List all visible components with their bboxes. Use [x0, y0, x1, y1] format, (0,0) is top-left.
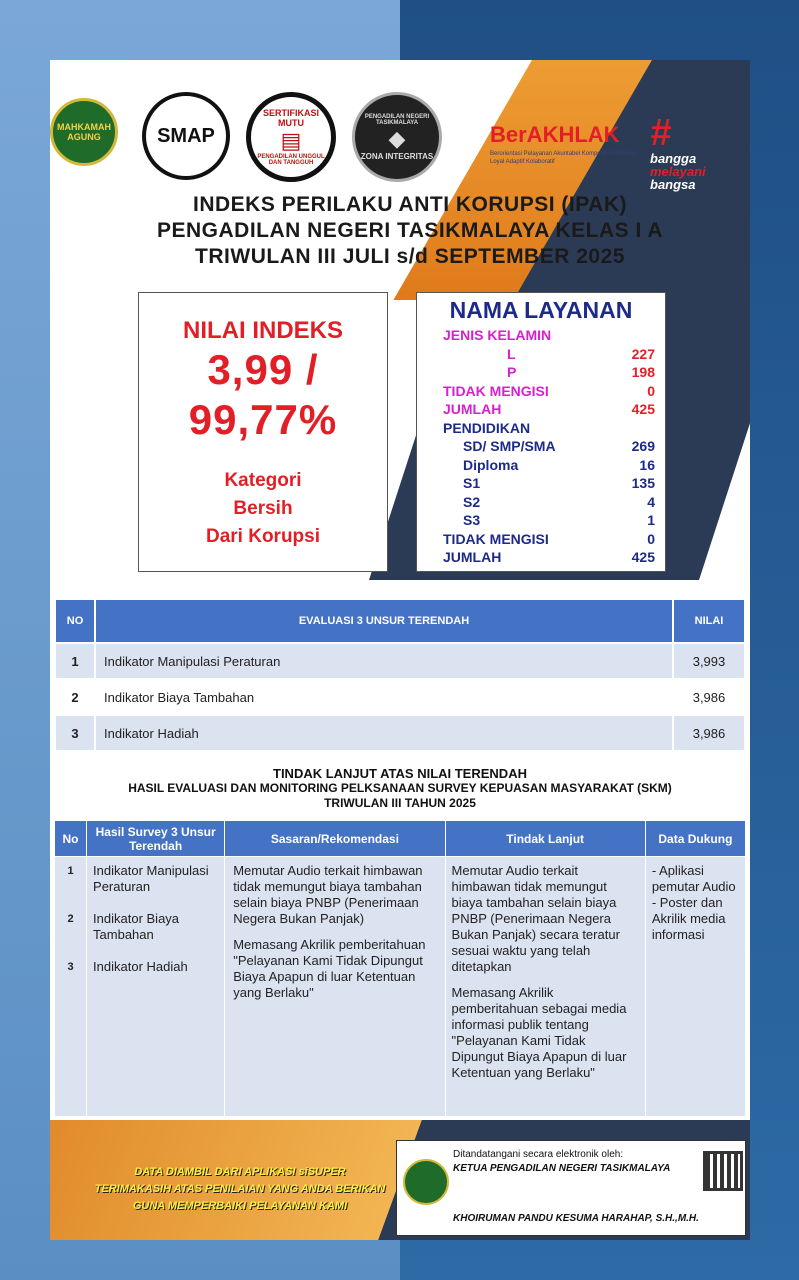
- service-row: [443, 345, 655, 364]
- evaluation-no: 3: [55, 715, 95, 751]
- signature-box: [396, 1140, 746, 1236]
- service-label: S1: [463, 475, 481, 491]
- service-row: [443, 382, 655, 401]
- smap-logo: [142, 92, 230, 180]
- followup-number: 2: [67, 913, 74, 925]
- followup-header-no: No: [55, 821, 87, 857]
- followup-title-line-3: TRIWULAN III TAHUN 2025: [324, 796, 476, 810]
- evaluation-table: [54, 598, 746, 752]
- index-percent: 99,77%: [188, 396, 338, 443]
- service-label: S3: [463, 512, 481, 528]
- followup-title: [50, 766, 750, 811]
- bangga-line-3: bangsa: [650, 177, 696, 192]
- evaluation-value: 3,986: [673, 679, 745, 715]
- logo4-bottom-text: ZONA INTEGRITAS: [360, 151, 434, 161]
- followup-header-target: Sasaran/Rekomendasi: [225, 821, 445, 857]
- berakhlak-logo: BerAKHLAK: [490, 122, 620, 147]
- followup-table: [54, 820, 746, 1117]
- followup-support-item: - Poster dan Akrilik media informasi: [651, 895, 726, 942]
- footer-line-2: TERIMAKASIH ATAS PENILAIAN YANG ANDA BERIKAN: [94, 1183, 386, 1195]
- category-label: Kategori: [224, 470, 302, 491]
- berakhlak-subtitle: Berorientasi Pelayanan Akuntabel Kompeten Harmonis Loyal Adaptif Kolaboratif: [490, 151, 637, 165]
- category-value-2: Dari Korupsi: [205, 526, 321, 547]
- service-label: JUMLAH: [443, 401, 502, 417]
- followup-header-row: [55, 821, 746, 857]
- service-label: S2: [463, 493, 481, 510]
- evaluation-value: 3,986: [673, 715, 745, 751]
- logo2-text: SMAP: [157, 124, 215, 147]
- followup-numbers: [55, 857, 87, 1117]
- service-row: [443, 400, 655, 419]
- mahkamah-agung-logo: [50, 98, 118, 166]
- poster: [50, 60, 750, 1240]
- service-value: 4: [647, 493, 655, 510]
- table-row: [55, 715, 745, 751]
- zona-integritas-logo: PENGADILAN NEGERI TASIKMALAYA ◆ ZONA INTEGRITAS: [352, 92, 442, 182]
- footer-message: [80, 1164, 400, 1215]
- service-heading: NAMA LAYANAN: [449, 297, 633, 323]
- service-value: 227: [631, 345, 655, 362]
- service-row: [443, 474, 655, 493]
- service-value: 425: [631, 549, 655, 565]
- table-row: [55, 679, 745, 715]
- service-row: [443, 419, 655, 438]
- bangga-line-2: melayani: [650, 164, 706, 179]
- followup-support-item: - Aplikasi pemutar Audio: [651, 863, 736, 894]
- service-row: [443, 437, 655, 456]
- signature-name: KHOIRUMAN PANDU KESUMA HARAHAP, S.H.,M.H.: [453, 1213, 699, 1224]
- evaluation-no: 2: [55, 679, 95, 715]
- service-value: 135: [631, 475, 655, 491]
- followup-target-text: Memasang Akrilik pemberitahuan "Pelayanan Kami Tidak Dipungut Biaya Apapun di luar Ketentuan yang Berlaku": [233, 937, 426, 1000]
- service-label: TIDAK MENGISI: [443, 382, 549, 399]
- service-box: [416, 292, 666, 572]
- service-label: JENIS KELAMIN: [443, 327, 552, 343]
- service-row: [443, 326, 655, 345]
- service-value: 16: [639, 456, 655, 473]
- followup-target-text: Memutar Audio terkait himbawan tidak memungut biaya tambahan selain biaya PNBP (Penerimaan Negera Bukan Panjak): [233, 863, 423, 926]
- title-line-2: PENGADILAN NEGERI TASIKMALAYA KELAS I A: [156, 219, 664, 242]
- evaluation-value: 3,993: [673, 643, 745, 679]
- service-label: PENDIDIKAN: [443, 419, 531, 436]
- service-value: 269: [631, 438, 655, 454]
- evaluation-header-no: NO: [55, 599, 95, 643]
- followup-header-action: Tindak Lanjut: [445, 821, 645, 857]
- service-value: 0: [647, 382, 655, 399]
- footer-line-1: DATA DIAMBIL DARI APLIKASI siSUPER: [134, 1166, 346, 1178]
- service-row: [443, 530, 655, 549]
- index-value-box: [138, 292, 388, 572]
- table-row: [55, 643, 745, 679]
- signature-title: KETUA PENGADILAN NEGERI TASIKMALAYA: [453, 1163, 671, 1174]
- service-row: [443, 493, 655, 512]
- service-label: L: [507, 345, 516, 362]
- service-label: TIDAK MENGISI: [443, 530, 549, 547]
- followup-number: 3: [67, 961, 74, 973]
- followup-header-survey: Hasil Survey 3 Unsur Terendah: [87, 821, 225, 857]
- footer-line-3: GUNA MEMPERBAIKI PELAYANAN KAMI: [132, 1200, 348, 1212]
- followup-number: 1: [67, 865, 74, 877]
- index-label: NILAI INDEKS: [182, 317, 343, 344]
- bangga-hash-icon: #: [650, 112, 672, 154]
- logo3-bottom-text: PENGADILAN UNGGUL DAN TANGGUH: [257, 154, 325, 166]
- service-label: Diploma: [463, 456, 519, 473]
- followup-targets: [225, 857, 445, 1117]
- court-seal-icon: [403, 1159, 449, 1205]
- signature-note: Ditandatangani secara elektronik oleh:: [453, 1149, 624, 1160]
- followup-actions: [445, 857, 645, 1117]
- logo-row: [50, 78, 750, 192]
- logo1-text: MAHKAMAH AGUNG: [57, 122, 111, 142]
- followup-support: [645, 857, 745, 1117]
- title-line-1: INDEKS PERILAKU ANTI KORUPSI (IPAK): [192, 193, 627, 216]
- page-title: [90, 192, 730, 270]
- service-value: 0: [647, 530, 655, 547]
- qr-code-icon: [703, 1151, 743, 1191]
- evaluation-header-title: EVALUASI 3 UNSUR TERENDAH: [95, 599, 673, 643]
- followup-title-line-2: HASIL EVALUASI DAN MONITORING PELKSANAAN SURVEY KEPUASAN MASYARAKAT (SKM): [128, 781, 672, 795]
- logo4-top-text: PENGADILAN NEGERI TASIKMALAYA: [364, 113, 430, 126]
- bangga-melayani-bangsa-logo: [650, 114, 706, 191]
- logo3-top-text: SERTIFIKASI MUTU: [262, 108, 319, 128]
- service-label: JUMLAH: [443, 549, 502, 565]
- service-row: [443, 511, 655, 530]
- service-value: 1: [647, 512, 655, 528]
- service-value: 425: [631, 401, 655, 417]
- service-row: [443, 363, 655, 382]
- evaluation-indicator: Indikator Hadiah: [95, 715, 673, 751]
- service-label: P: [507, 364, 517, 380]
- service-row: [443, 456, 655, 475]
- followup-header-support: Data Dukung: [645, 821, 745, 857]
- followup-survey-item: Indikator Biaya Tambahan: [93, 911, 180, 942]
- followup-survey-item: Indikator Manipulasi Peraturan: [93, 863, 209, 894]
- evaluation-indicator: Indikator Manipulasi Peraturan: [95, 643, 673, 679]
- category-value-1: Bersih: [233, 498, 293, 519]
- followup-action-text: Memasang Akrilik pemberitahuan sebagai media informasi publik tentang "Pelayanan Kami Tidak Dipungut Biaya Apapun di luar Ketentuan yang Berlaku": [451, 985, 627, 1080]
- followup-title-line-1: TINDAK LANJUT ATAS NILAI TERENDAH: [273, 766, 527, 781]
- followup-survey-item: Indikator Hadiah: [93, 959, 188, 974]
- index-score: 3,99 /: [207, 346, 319, 393]
- service-label: SD/ SMP/SMA: [463, 438, 556, 454]
- evaluation-header-value: NILAI: [673, 599, 745, 643]
- bangga-line-1: bangga: [650, 151, 697, 166]
- service-row: [443, 548, 655, 567]
- followup-action-text: Memutar Audio terkait himbawan tidak memungut biaya tambahan selain biaya PNBP (Penerimaan Negera Bukan Panjak) secara teratur sesuai waktu yang telah ditetapkan: [451, 863, 620, 974]
- evaluation-indicator: Indikator Biaya Tambahan: [95, 679, 673, 715]
- table-row: [55, 857, 746, 1117]
- evaluation-no: 1: [55, 643, 95, 679]
- sertifikasi-mutu-logo: SERTIFIKASI MUTU ▤ PENGADILAN UNGGUL DAN TANGGUH: [246, 92, 336, 182]
- evaluation-header-row: [55, 599, 745, 643]
- followup-surveys: [87, 857, 225, 1117]
- service-value: 198: [631, 364, 655, 380]
- title-line-3: TRIWULAN III JULI s/d SEPTEMBER 2025: [195, 245, 625, 268]
